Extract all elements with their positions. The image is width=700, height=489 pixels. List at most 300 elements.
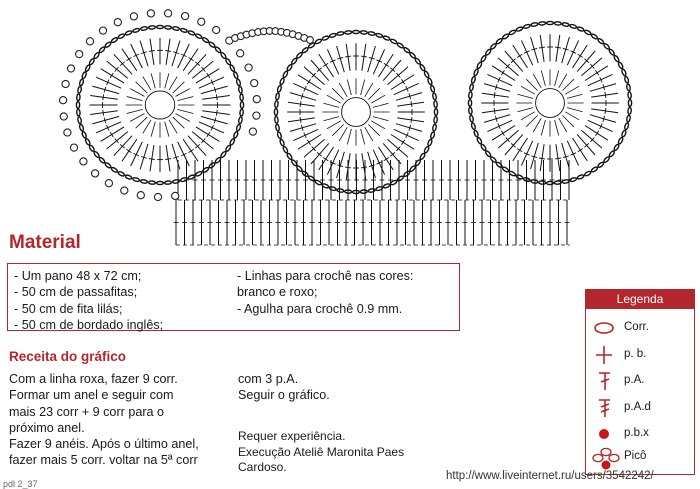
radial-stitch-mark (192, 132, 213, 149)
chain-stitch-mark (469, 84, 473, 91)
chain-stitch-mark (485, 150, 492, 157)
chain-stitch-mark (195, 171, 203, 177)
crossbar-mark (103, 94, 104, 100)
inner-stitch-mark (373, 103, 389, 107)
radial-stitch-mark (90, 111, 118, 115)
picot-mark (245, 64, 252, 71)
chain-stitch-mark (621, 130, 627, 138)
picot-mark (147, 10, 154, 17)
inner-stitch-mark (518, 94, 534, 98)
chain-stitch-mark (98, 46, 105, 53)
chain-stitch-mark (148, 25, 155, 29)
chain-stitch-mark (569, 24, 576, 29)
crossbar-mark (165, 159, 171, 160)
crossbar-mark (494, 92, 495, 98)
chain-stitch-mark (509, 29, 517, 35)
chain-stitch-mark (471, 122, 476, 129)
crossbar-mark (300, 101, 301, 107)
chain-stitch-mark (79, 79, 84, 86)
legend-title: Legenda (586, 290, 694, 309)
chain-stitch-mark (502, 33, 509, 39)
radial-stitch-mark (288, 102, 315, 106)
chain-stitch-mark (77, 86, 81, 93)
chain-stitch-mark (337, 188, 344, 192)
recipe-line: Fazer 9 anéis. Após o último anel, (9, 437, 199, 452)
radial-stitch-mark (166, 39, 170, 65)
picot-icon (590, 447, 624, 471)
inner-stitch-mark (177, 109, 193, 113)
radial-stitch-mark (387, 139, 408, 157)
chain-stitch-mark (322, 35, 330, 41)
inner-stitch-mark (151, 73, 155, 88)
picot-mark (198, 18, 205, 25)
crossbar-mark (555, 158, 561, 159)
chain-stitch-mark (76, 109, 80, 116)
chain-stitch-mark (613, 55, 619, 62)
radial-stitch-mark (304, 139, 325, 157)
chain-stitch-mark (539, 21, 546, 25)
chain-stitch-mark (76, 102, 79, 109)
radial-stitch-mark (188, 54, 206, 74)
crossbar-mark (402, 140, 405, 145)
slip-stitch-icon (590, 424, 620, 444)
chain-stitch-mark (77, 117, 81, 124)
material-item: - Agulha para crochê 0.9 mm. (237, 301, 403, 316)
chain-stitch-mark (81, 131, 87, 139)
chain-stitch-mark (628, 100, 631, 107)
chain-stitch-mark (476, 62, 482, 70)
crossbar-mark (605, 108, 606, 114)
crossbar-mark (517, 149, 522, 152)
chain-stitch-mark (274, 109, 277, 116)
crossbar-mark (189, 149, 194, 152)
material-item: - 50 cm de bordado inglês; (14, 318, 164, 333)
inner-stitch-mark (339, 127, 347, 141)
chain-stitch-mark (277, 85, 282, 92)
picot-mark (172, 192, 179, 199)
inner-stitch-mark (165, 73, 169, 88)
chain-stitch-mark (469, 115, 473, 122)
double-crochet-icon (590, 371, 620, 391)
inner-stitch-mark (526, 79, 537, 90)
chain-stitch-mark (624, 122, 629, 129)
inner-stitch-mark (526, 115, 537, 126)
inner-stitch-mark (567, 94, 583, 98)
crossbar-mark (216, 110, 217, 116)
inner-stitch-mark (169, 77, 177, 91)
chain-stitch-mark (104, 162, 111, 169)
radial-stitch-mark (304, 67, 325, 85)
radial-stitch-mark (540, 35, 544, 62)
inner-stitch-mark (176, 89, 190, 97)
picot-mark (154, 193, 161, 200)
chain-stitch-mark (618, 62, 624, 70)
inner-stitch-mark (151, 122, 155, 137)
chain-stitch-mark (220, 151, 227, 158)
radial-stitch-mark (498, 130, 519, 148)
chain-stitch-mark (360, 190, 367, 194)
chain-stitch-mark (275, 93, 279, 100)
crossbar-mark (126, 57, 131, 60)
picot-mark (86, 38, 93, 45)
crossbar-mark (494, 108, 495, 114)
chain-stitch-mark (490, 43, 497, 50)
chain-stitch-mark (79, 124, 84, 131)
radial-stitch-mark (202, 96, 230, 100)
inner-stitch-mark (562, 115, 573, 126)
chain-stitch-mark (397, 42, 404, 48)
chain-stitch-mark (296, 52, 303, 59)
inner-stitch-mark (521, 86, 535, 94)
chain-stitch-mark (329, 33, 336, 38)
chain-stitch-mark (140, 179, 147, 183)
inner-stitch-mark (562, 79, 573, 90)
picot-mark (213, 26, 220, 33)
radial-stitch-mark (362, 44, 366, 71)
picot-mark (92, 170, 99, 177)
radial-stitch-mark (346, 44, 350, 71)
chain-stitch-mark (608, 150, 615, 157)
chain-stitch-mark (302, 47, 309, 54)
chain-stitch-mark (618, 137, 624, 145)
material-item: - 50 cm de passafitas; (14, 285, 138, 300)
chain-stitch-mark (613, 144, 619, 151)
chain-stitch-mark (554, 21, 561, 25)
chain-stitch-mark (591, 33, 598, 39)
radial-stitch-mark (188, 136, 206, 156)
radial-stitch-mark (202, 111, 230, 115)
chain-stitch-mark (368, 31, 375, 35)
chain-stitch-mark (81, 71, 87, 79)
radial-stitch-mark (397, 102, 424, 106)
inner-stitch-mark (165, 122, 169, 137)
radial-stitch-mark (556, 144, 560, 171)
credit-line: Cardoso. (238, 460, 287, 474)
inner-stitch-mark (327, 95, 341, 103)
chain-stitch-mark (279, 139, 285, 147)
picot-mark (67, 65, 74, 72)
chain-stitch-mark (496, 161, 503, 168)
inner-stitch-mark (143, 77, 151, 91)
radial-stitch-mark (90, 96, 118, 100)
inner-stitch-mark (533, 74, 541, 88)
chain-stitch-mark (286, 64, 292, 71)
chain-stitch-mark (624, 76, 629, 83)
material-item: branco e roxo; (237, 285, 318, 300)
crossbar-mark (361, 167, 367, 168)
legend-item-picot (586, 447, 694, 467)
chain-stitch-mark (468, 100, 471, 107)
chain-stitch-mark (240, 94, 244, 101)
chain-stitch-mark (531, 22, 538, 26)
inner-stitch-mark (136, 117, 148, 128)
material-item: - Linhas para crochê nas cores: (237, 269, 414, 283)
chain-stitch-mark (220, 52, 227, 59)
chain-stitch-mark (282, 71, 288, 79)
inner-stitch-mark (327, 121, 341, 129)
inner-stitch-mark (143, 120, 151, 133)
chain-stitch-mark (626, 115, 630, 122)
crossbar-mark (323, 63, 328, 66)
chain-stitch-mark (427, 78, 433, 86)
chain-stitch-mark (473, 69, 479, 77)
chain-stitch-mark (164, 25, 171, 29)
chain-stitch-mark (547, 21, 554, 24)
chain-stitch-mark (233, 71, 239, 79)
crossbar-mark (539, 47, 545, 48)
chain-stitch-mark (202, 37, 209, 43)
legend-label: Corr. (624, 321, 649, 333)
chain-stitch-mark (409, 165, 416, 172)
chain-stitch-mark (111, 167, 118, 173)
legend-label: p. b. (624, 348, 647, 360)
recipe-line: mais 23 corr + 9 corr para o (9, 404, 165, 419)
chain-stitch-mark (603, 43, 610, 50)
inner-stitch-mark (361, 80, 365, 96)
picot-mark (137, 192, 144, 199)
chain-stitch-mark (603, 156, 610, 163)
chain-stitch-mark (195, 33, 203, 39)
inner-stitch-mark (371, 95, 385, 103)
chain-stitch-mark (471, 76, 476, 83)
chain-stitch-mark (591, 166, 598, 172)
chain-stitch-mark (353, 30, 360, 33)
chain-stitch-mark (490, 156, 497, 163)
radial-stitch-mark (505, 51, 523, 72)
crossbar-mark (501, 70, 504, 75)
chain-stitch-mark (368, 188, 375, 192)
crossbar-mark (411, 117, 412, 123)
chain-stitch-mark (424, 146, 430, 154)
inner-stitch-mark (127, 97, 143, 101)
crossbar-mark (517, 54, 522, 57)
inner-stitch-mark (347, 80, 351, 96)
chain-stitch-mark (93, 151, 100, 158)
chain-stitch-mark (238, 86, 242, 93)
single-crochet-icon (590, 345, 620, 365)
inner-stitch-mark (173, 82, 185, 93)
radial-stitch-mark (107, 132, 128, 149)
picot-mark (80, 158, 87, 165)
chain-stitch-mark (125, 30, 133, 36)
inner-stitch-mark (347, 129, 351, 145)
legend-label: p.b.x (624, 427, 649, 439)
chain-stitch-mark (111, 37, 118, 43)
chain-stitch-mark (597, 161, 604, 168)
picot-mark (62, 80, 69, 87)
crossbar-mark (411, 101, 412, 107)
picot-mark (76, 51, 83, 58)
radial-stitch-mark (505, 134, 523, 155)
inner-stitch-mark (169, 120, 177, 133)
chain-stitch-mark (225, 145, 231, 152)
chain-stitch-mark (480, 144, 486, 151)
crossbar-mark (605, 92, 606, 98)
chain-stitch-mark (584, 29, 592, 35)
crossbar-mark (384, 63, 389, 66)
chain-stitch-mark (424, 71, 430, 79)
radial-stitch-mark (150, 39, 154, 65)
legend-box (585, 289, 695, 475)
chain-stitch-mark (157, 25, 164, 28)
radial-stitch-mark (383, 143, 401, 164)
chain-stitch-mark (229, 138, 235, 146)
chain-stitch-mark (225, 58, 231, 65)
chain-stitch-mark (621, 69, 627, 77)
picot-mark (165, 10, 172, 17)
chain-stitch-mark (315, 38, 323, 44)
crossbar-mark (578, 54, 583, 57)
recipe-text-left (9, 371, 234, 469)
chain-stitch-mark (315, 180, 323, 186)
chain-stitch-mark (430, 131, 435, 138)
crossbar-mark (126, 149, 131, 152)
chain-stitch-mark (432, 124, 436, 131)
chain-stitch-mark (480, 55, 486, 62)
recipe-line: Seguir o gráfico. (238, 388, 330, 403)
inner-stitch-mark (339, 83, 347, 97)
chain-stitch-mark (434, 116, 438, 123)
inner-stitch-mark (555, 71, 559, 87)
chain-stitch-mark (118, 171, 126, 177)
credit-line: Requer experiência. (238, 429, 346, 443)
material-item: - 50 cm de fita lilás; (14, 301, 123, 316)
legend-item-slip-stitch (586, 424, 694, 444)
chain-stitch-mark (164, 181, 171, 185)
crossbar-mark (345, 56, 351, 57)
legend-label: Picô (624, 450, 647, 462)
inner-stitch-mark (555, 120, 559, 136)
chain-stitch-mark (434, 109, 437, 116)
chain-stitch-mark (390, 38, 398, 44)
crossbar-mark (323, 158, 328, 161)
radial-stitch-mark (150, 145, 154, 171)
chain-stitch-mark (337, 31, 344, 35)
picot-mark (251, 80, 258, 87)
chain-stitch-mark (476, 137, 482, 145)
inner-stitch-mark (136, 82, 148, 93)
chain-stitch-mark (274, 116, 278, 123)
chain-stitch-mark (279, 78, 285, 86)
chain-stitch-mark (430, 85, 435, 92)
chain-stitch-mark (93, 52, 100, 59)
chain-stitch-mark (516, 26, 524, 32)
material-item: - Um pano 48 x 72 cm; (14, 269, 142, 283)
chain-stitch-mark (76, 94, 80, 101)
inner-stitch-mark (518, 108, 534, 112)
picot-mark (70, 144, 77, 151)
radial-stitch-mark (482, 109, 509, 113)
material-title: Material (9, 232, 81, 253)
chain-stitch-mark (345, 30, 352, 34)
material-list-left (14, 268, 234, 334)
crossbar-mark (149, 51, 155, 52)
radial-stitch-mark (192, 61, 213, 78)
crossbar-mark (555, 47, 561, 48)
chain-stitch-mark (132, 28, 139, 33)
center-ring-mark (145, 91, 175, 119)
picot-mark (182, 13, 189, 20)
inner-stitch-mark (368, 124, 379, 135)
picot-mark (114, 19, 121, 26)
inner-stitch-mark (567, 108, 583, 112)
chain-stitch-mark (473, 130, 479, 138)
chain-stitch-mark (188, 174, 196, 180)
radial-stitch-mark (166, 145, 170, 171)
radial-stitch-mark (288, 118, 315, 122)
chain-stitch-mark (597, 38, 604, 45)
inner-stitch-mark (332, 124, 343, 135)
crossbar-mark (402, 79, 405, 84)
chain-stitch-mark (148, 181, 155, 185)
picot-mark (253, 96, 260, 103)
chain-stitch-mark (286, 153, 292, 160)
credit-line: Execução Ateliê Maronita Paes (238, 444, 405, 459)
chain-stitch-mark (390, 180, 398, 186)
material-box (7, 263, 460, 331)
chain-stitch-mark (375, 33, 382, 38)
picot-mark (99, 27, 106, 34)
picot-mark (249, 128, 256, 135)
chain-stitch-mark (240, 109, 244, 116)
recipe-line: Formar um anel e seguir com (9, 388, 174, 403)
chain-stitch-mark (282, 146, 288, 154)
chain-stitch-mark (427, 139, 433, 147)
chain-stitch-mark (397, 175, 404, 181)
picot-mark (237, 50, 244, 57)
inner-stitch-mark (371, 121, 385, 129)
chain-stitch-mark (577, 26, 585, 32)
inner-stitch-mark (559, 74, 567, 88)
inner-stitch-mark (324, 117, 340, 121)
crossbar-mark (596, 131, 599, 136)
chain-stitch-mark (539, 181, 546, 185)
recipe-line: fazer mais 5 corr. voltar na 5ª corr (9, 453, 198, 468)
chain-stitch-mark (562, 22, 569, 26)
legend-item-double-crochet (586, 371, 694, 391)
chain-stitch-mark (419, 153, 425, 160)
crossbar-mark (307, 140, 310, 145)
inner-stitch-mark (130, 89, 144, 97)
crossbar-mark (307, 79, 310, 84)
picot-mark (130, 13, 137, 20)
inner-stitch-mark (176, 114, 190, 122)
recipe-text-right (238, 371, 448, 404)
chain-stitch-mark (628, 92, 632, 99)
picot-mark (60, 97, 67, 104)
crossbar-mark (165, 51, 171, 52)
treble-crochet-icon (590, 398, 620, 418)
radial-stitch-mark (482, 93, 509, 97)
crossbar-mark (207, 73, 210, 78)
radial-stitch-mark (581, 58, 602, 76)
chain-stitch-mark (419, 64, 425, 71)
chain-stitch-mark (468, 107, 472, 114)
oval-chain-icon (590, 318, 620, 338)
picot-mark (64, 129, 71, 136)
chain-stitch-mark (85, 138, 91, 146)
chain-stitch-mark (180, 28, 187, 33)
chain-stitch-mark (577, 174, 585, 180)
inner-stitch-mark (324, 103, 340, 107)
inner-stitch-mark (127, 109, 143, 113)
source-url: http://www.liveinternet.ru/users/3542242/ (446, 470, 654, 482)
center-ring-mark (342, 98, 371, 127)
picot-mark (253, 112, 260, 119)
chain-stitch-mark (626, 84, 630, 91)
inner-stitch-mark (565, 112, 579, 120)
chain-stitch-mark (85, 64, 91, 72)
